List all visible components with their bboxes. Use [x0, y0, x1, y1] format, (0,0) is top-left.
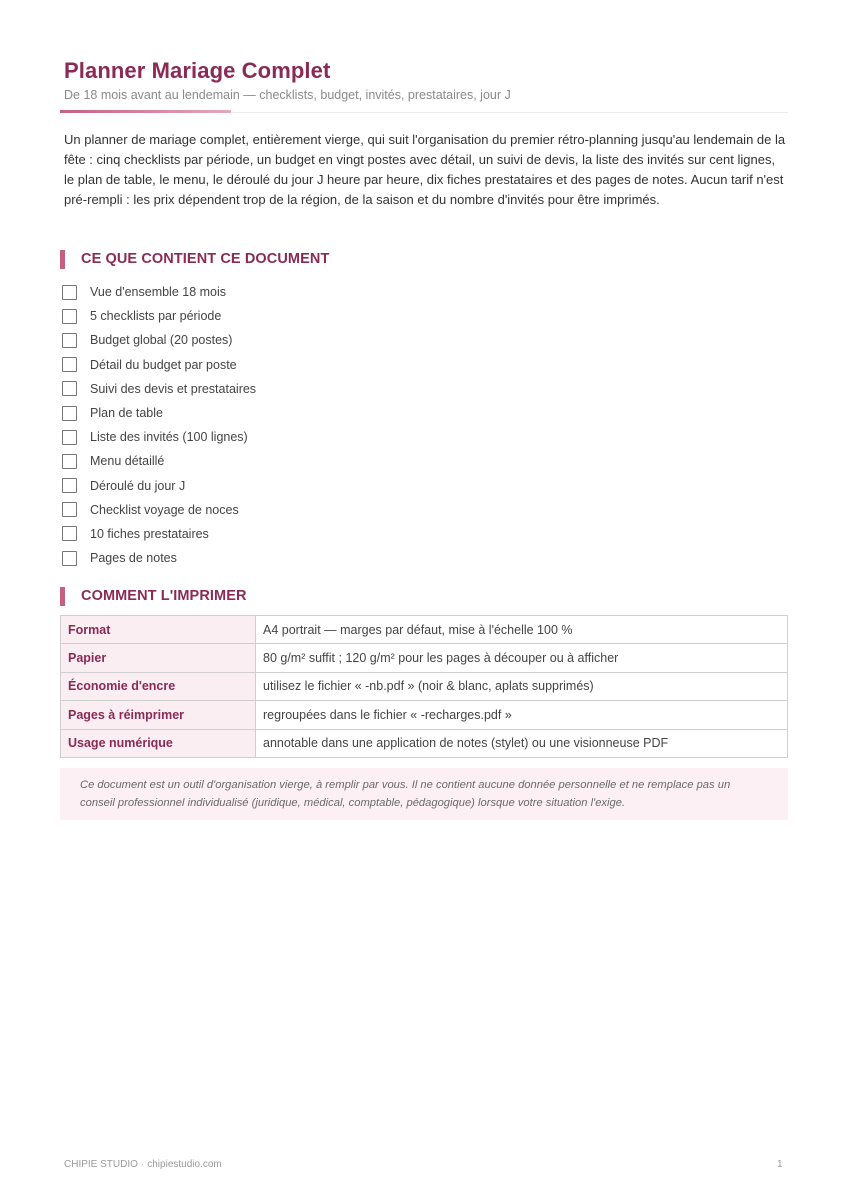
checkbox-icon[interactable]	[62, 309, 77, 324]
table-row	[61, 616, 788, 644]
disclaimer-note: Ce document est un outil d'organisation vierge, à remplir par vous. Il ne contient aucune donnée personnelle et ne remplace pas un conseil professionnel individualisé (juridique, médical, comptable, pédagogique) lorsque votre situation l'exige.	[60, 768, 788, 820]
checkbox-icon[interactable]	[62, 333, 77, 348]
checklist-item-label: 5 checklists par période	[90, 309, 222, 324]
checklist-item	[62, 328, 462, 352]
checkbox-icon[interactable]	[62, 502, 77, 517]
checklist-item-label: 10 fiches prestataires	[90, 526, 209, 541]
checkbox-icon[interactable]	[62, 406, 77, 421]
table-row-label: Pages à réimprimer	[61, 701, 256, 729]
page-title: Planner Mariage Complet	[64, 58, 331, 83]
table-row-value: regroupées dans le fichier « -recharges.pdf »	[256, 701, 788, 729]
footer-separator: ·	[140, 1159, 145, 1170]
checklist-item	[62, 546, 462, 570]
table-row-value: annotable dans une application de notes (stylet) ou une visionneuse PDF	[256, 729, 788, 757]
checkbox-icon[interactable]	[62, 454, 77, 469]
checklist-item-label: Checklist voyage de noces	[90, 502, 239, 517]
checkbox-icon[interactable]	[62, 381, 77, 396]
checkbox-icon[interactable]	[62, 478, 77, 493]
footer-brand-line	[64, 1159, 222, 1170]
checklist-item-label: Pages de notes	[90, 551, 177, 566]
footer-brand: CHIPIE STUDIO	[64, 1159, 138, 1170]
footer-site-link[interactable]: chipiestudio.com	[147, 1159, 222, 1170]
table-row	[61, 701, 788, 729]
checklist-item	[62, 304, 462, 328]
checklist-item	[62, 377, 462, 401]
header-accent-bar	[60, 110, 231, 113]
table-row-label: Format	[61, 616, 256, 644]
table-row	[61, 729, 788, 757]
table-row	[61, 644, 788, 672]
section-title-printing: COMMENT L'IMPRIMER	[81, 588, 247, 604]
page-subtitle: De 18 mois avant au lendemain — checklists, budget, invités, prestataires, jour J	[64, 88, 511, 102]
checkbox-icon[interactable]	[62, 357, 77, 372]
checklist-item-label: Liste des invités (100 lignes)	[90, 430, 248, 445]
checklist-item	[62, 498, 462, 522]
checklist-item-label: Vue d'ensemble 18 mois	[90, 285, 227, 300]
checklist-item	[62, 280, 462, 304]
table-row-label: Économie d'encre	[61, 672, 256, 700]
checklist-item-label: Détail du budget par poste	[90, 357, 237, 372]
checklist-item	[62, 522, 462, 546]
checklist-item-label: Budget global (20 postes)	[90, 333, 233, 348]
table-row-value: A4 portrait — marges par défaut, mise à l'échelle 100 %	[256, 616, 788, 644]
checkbox-icon[interactable]	[62, 285, 77, 300]
checklist-item	[62, 474, 462, 498]
table-row-label: Usage numérique	[61, 729, 256, 757]
checkbox-icon[interactable]	[62, 526, 77, 541]
checklist-item-label: Suivi des devis et prestataires	[90, 381, 257, 396]
section-accent-bar	[60, 250, 65, 269]
contents-checklist	[62, 280, 462, 570]
section-accent-bar	[60, 587, 65, 606]
checkbox-icon[interactable]	[62, 551, 77, 566]
table-row-value: 80 g/m² suffit ; 120 g/m² pour les pages à découper ou à afficher	[256, 644, 788, 672]
checklist-item-label: Menu détaillé	[90, 454, 165, 469]
section-title-contents: CE QUE CONTIENT CE DOCUMENT	[81, 251, 330, 267]
page-number: 1	[777, 1159, 783, 1170]
table-row	[61, 672, 788, 700]
checklist-item-label: Plan de table	[90, 406, 163, 421]
printing-table	[60, 615, 788, 758]
table-row-value: utilisez le fichier « -nb.pdf » (noir & blanc, aplats supprimés)	[256, 672, 788, 700]
table-row-label: Papier	[61, 644, 256, 672]
section-heading-printing	[60, 586, 247, 606]
checklist-item	[62, 449, 462, 473]
checklist-item	[62, 401, 462, 425]
intro-paragraph: Un planner de mariage complet, entièrement vierge, qui suit l'organisation du premier rétro-planning jusqu'au lendemain de la fête : cinq checklists par période, un budget en vingt postes avec détail, un suivi de devis, la liste des invités sur cent lignes, le plan de table, le menu, le déroulé du jour J heure par heure, dix fiches prestataires et des pages de notes. Aucun tarif n'est pré-rempli : les prix dépendent trop de la région, de la saison et du nombre d'invités pour être imprimés.	[64, 132, 786, 207]
checkbox-icon[interactable]	[62, 430, 77, 445]
checklist-item	[62, 425, 462, 449]
checklist-item-label: Déroulé du jour J	[90, 478, 186, 493]
checklist-item	[62, 353, 462, 377]
section-heading-contents	[60, 249, 329, 269]
